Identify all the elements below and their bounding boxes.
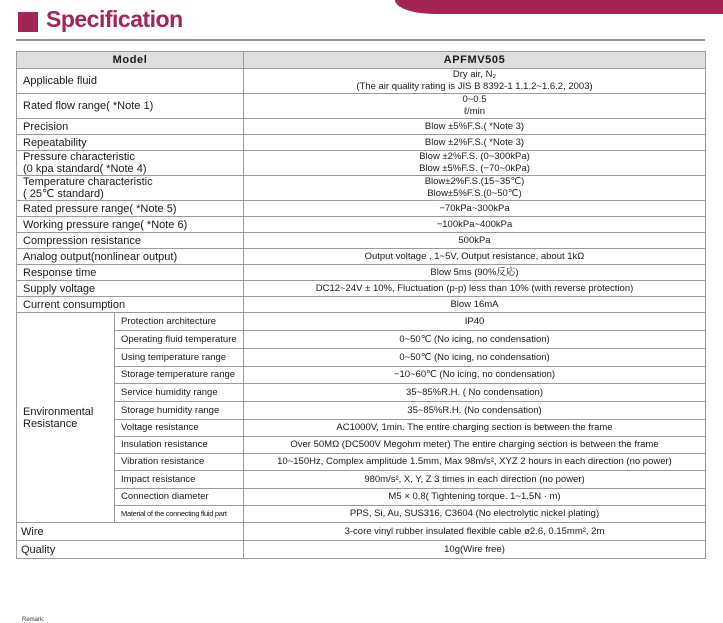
row-label-text: Compression resistance [23,234,141,247]
environmental-item-value-text: PPS, Si, Au, SUS316, C3604 (No electrolytic nickel plating) [349,508,600,519]
quality-value [244,541,706,559]
environmental-label-line2: Resistance [23,417,78,430]
environmental-item-label-text: Protection architecture [121,315,217,327]
wire-label [17,523,244,541]
row-label-text: Applicable fluid [23,75,97,87]
environmental-item-value-text: M5 × 0.8( Tightening torque. 1~1.5N · m) [388,491,561,502]
wire-value [244,523,706,541]
row-label [17,265,244,281]
row-label [17,176,244,201]
environmental-label-line1: Environmental [23,405,94,418]
remark-label: Remark: [22,617,45,623]
title-square-marker [18,12,38,32]
row-note-ref: ( *Note 5) [129,202,177,215]
table-row [17,281,706,297]
row-value [244,233,706,249]
row-value-text: Blow ±2%F.S. (0~300kPa) [419,151,530,162]
environmental-item-value [244,420,706,437]
row-value-text: Blow ±2%F.S. [424,136,484,148]
table-row [17,233,706,249]
row-value [244,119,706,135]
table-row [17,265,706,281]
environmental-item-label [115,331,244,349]
environmental-item-value [244,313,706,331]
table-row [17,313,706,331]
row-value [244,135,706,151]
row-label-text-line2: (0 kpa standard [23,163,100,175]
row-label [17,233,244,249]
row-note-ref: ( *Note 4) [99,163,147,175]
row-value [244,176,706,201]
environmental-item-value [244,471,706,489]
spec-table [16,51,706,559]
header-accent-band [395,0,723,14]
environmental-item-value-text: 980m/s², X, Y, Z 3 times in each direction (no power) [364,473,585,485]
environmental-item-label-text: Insulation resistance [121,439,208,450]
environmental-item-value [244,384,706,402]
row-value-text: DC12~24V ± 10%, Fluctuation (p-p) less than 10% (with reverse protection) [315,282,634,294]
row-value-text: 0~0.5 [462,94,487,105]
environmental-item-value [244,489,706,506]
environmental-item-value-text: 35~85%R.H. ( No condensation) [405,386,544,398]
row-value-text: 500kPa [458,234,491,246]
environmental-item-label-text: Operating fluid temperature [121,333,237,345]
environmental-item-value-text: 0~50℃ (No icing, no condensation) [399,351,550,363]
environmental-item-value-text: −10~60℃ (No icing, no condensation) [393,369,556,380]
environmental-item-label [115,402,244,420]
row-label-text: Supply voltage [23,282,96,295]
row-label [17,249,244,265]
row-label [17,151,244,176]
row-value-text: Blow 16mA [450,298,499,310]
row-label-text: Analog output(nonlinear output) [23,250,178,263]
row-label [17,281,244,297]
spec-rows [17,69,706,559]
row-value-text: Dry air, N₂ [452,69,497,80]
table-row [17,541,706,559]
table-row [17,249,706,265]
row-label-text: Repeatability [23,136,87,149]
environmental-item-value [244,402,706,420]
table-row [17,297,706,313]
row-value [244,249,706,265]
environmental-item-value-text: 35~85%R.H. (No condensation) [407,404,542,416]
table-row [17,94,706,119]
row-value [244,151,706,176]
row-label [17,297,244,313]
quality-value-text: 10g(Wire free) [444,543,505,555]
row-value-text: Blow ±5%F.S. [424,120,484,132]
environmental-item-value-text: Over 50MΩ (DC500V Megohm meter) The entire charging section is between the frame [290,439,659,450]
row-label-text: Temperature characteristic [23,176,153,188]
row-value [244,94,706,119]
table-row [17,454,706,471]
table-row [17,119,706,135]
table-row [17,176,706,201]
row-value-text: Output voltage , 1~5V, Output resistance, about 1kΩ [364,250,585,262]
environmental-item-value [244,506,706,523]
table-row [17,384,706,402]
environmental-item-label [115,489,244,506]
table-row [17,349,706,367]
environmental-item-label [115,349,244,367]
environmental-item-label-text: Service humidity range [121,386,218,398]
environmental-item-label-text: Connection diameter [121,491,209,502]
page-title: Specification [46,6,183,32]
environmental-item-label-text: Impact resistance [121,473,196,485]
row-value [244,201,706,217]
row-value-text-line2: Blow±5%F.S.(0~50℃) [427,188,522,199]
row-value-text-line2: (The air quality rating is JIS B 8392-1 1.1.2~1.6.2, 2003) [356,81,593,92]
environmental-item-value [244,437,706,454]
row-label-text: Current consumption [23,298,126,311]
row-value-text-line2: ℓ/min [463,106,486,117]
row-value [244,217,706,233]
table-row [17,201,706,217]
row-value-text-line2: Blow ±5%F.S. (−70~0kPa) [419,163,530,174]
environmental-item-label-text: Voltage resistance [121,422,199,433]
row-label [17,217,244,233]
environmental-item-label [115,384,244,402]
environmental-item-label-text: Using temperature range [121,351,227,363]
table-row [17,471,706,489]
row-value [244,265,706,281]
environmental-item-label [115,313,244,331]
row-label [17,135,244,151]
environmental-item-label-text: Material of the connecting fluid part [121,509,227,518]
quality-label [17,541,244,559]
table-row [17,217,706,233]
quality-label-text: Quality [21,543,56,556]
environmental-item-value [244,349,706,367]
environmental-item-label [115,367,244,384]
row-value-text: Blow±2%F.S.(15~35℃) [424,176,525,187]
environmental-item-value [244,331,706,349]
environmental-item-value-text: 0~50℃ (No icing, no condensation) [399,333,550,345]
row-label-text: Rated flow range [23,100,107,112]
environmental-item-value-text: AC1000V, 1min. The entire charging section is between the frame [336,422,613,433]
table-row [17,135,706,151]
table-row [17,69,706,94]
row-label [17,119,244,135]
row-label [17,201,244,217]
row-value [244,69,706,94]
row-value-note-ref: ( *Note 3) [483,136,525,148]
row-label-text: Rated pressure range [23,202,130,215]
row-value [244,297,706,313]
environmental-item-label-text: Storage humidity range [121,404,220,416]
environmental-item-label [115,420,244,437]
row-value-note-ref: ( *Note 3) [483,120,525,132]
environmental-item-value [244,454,706,471]
table-row [17,523,706,541]
row-label-text: Pressure characteristic [23,151,135,163]
environmental-item-label [115,471,244,489]
environmental-item-label [115,506,244,523]
row-note-ref: ( *Note 1) [106,100,154,112]
wire-label-text: Wire [21,525,44,538]
row-note-ref: ( *Note 6) [140,218,188,231]
row-value [244,281,706,297]
title-divider [16,39,705,41]
table-row [17,402,706,420]
row-value-text: −70kPa~300kPa [439,202,510,214]
table-row [17,367,706,384]
environmental-item-value-text: 10~150Hz, Complex amplitude 1.5mm, Max 98m/s², XYZ 2 hours in each direction (no power) [277,456,672,467]
row-label [17,69,244,94]
table-row [17,331,706,349]
row-label-text: Precision [23,120,69,133]
row-value-text: −100kPa~400kPa [436,218,513,230]
environmental-group-label [17,313,115,523]
environmental-item-value-text: IP40 [464,315,485,327]
row-label [17,94,244,119]
row-label-text-line2: ( 25℃ standard) [23,188,104,200]
environmental-item-label-text: Storage temperature range [121,369,236,380]
environmental-item-label [115,437,244,454]
table-row [17,506,706,523]
environmental-item-label [115,454,244,471]
environmental-item-label-text: Vibration resistance [121,456,205,467]
model-value-header: APFMV505 [244,52,706,69]
row-value-text: Blow 5ms (90%反応) [430,266,519,278]
row-label-text: Working pressure range [23,218,141,231]
table-header-row [17,52,706,69]
model-header: Model [17,52,244,69]
row-label-text: Response time [23,266,97,279]
wire-value-text: 3-core vinyl rubber insulated flexible cable ø2.6, 0.15mm², 2m [344,525,605,537]
table-row [17,489,706,506]
table-row [17,420,706,437]
table-row [17,151,706,176]
environmental-item-value [244,367,706,384]
table-row [17,437,706,454]
